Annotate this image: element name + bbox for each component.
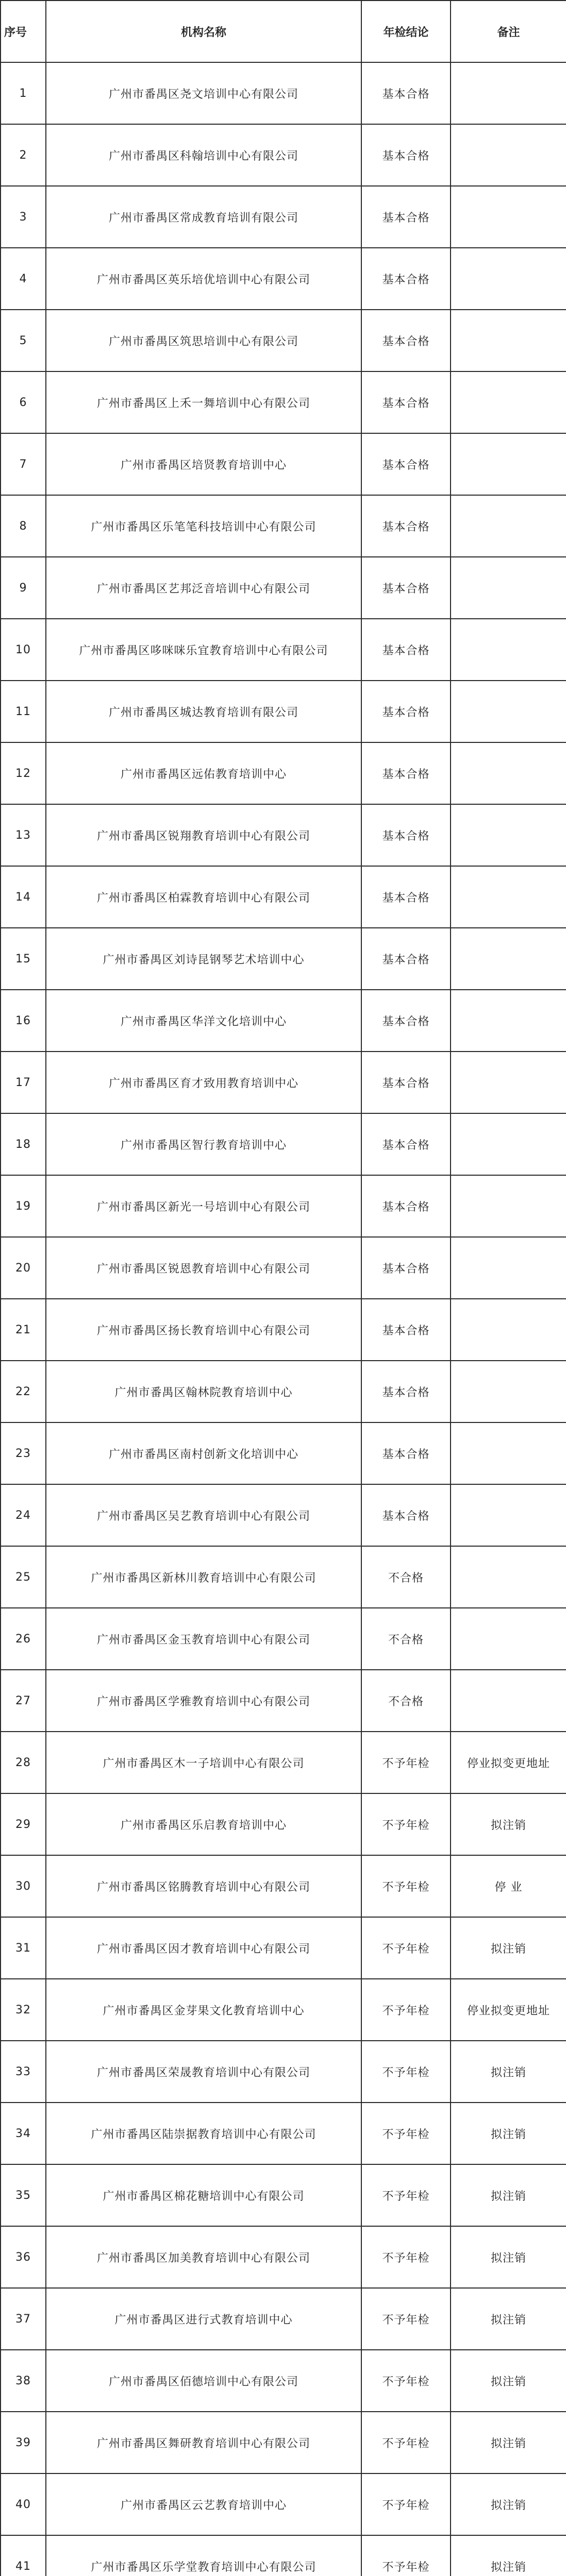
result-cell: 基本合格: [361, 124, 451, 186]
result-cell: 基本合格: [361, 1052, 451, 1113]
org-name-cell: 广州市番禺区刘诗昆钢琴艺术培训中心: [46, 928, 361, 990]
row-number-cell: 28: [1, 1732, 46, 1793]
result-cell: 基本合格: [361, 371, 451, 433]
table-row: [1, 804, 566, 866]
remark-cell: [451, 928, 566, 990]
org-name-cell: 广州市番禺区培贤教育培训中心: [46, 433, 361, 495]
result-cell: 不予年检: [361, 2164, 451, 2226]
table-row: [1, 186, 566, 248]
table-row: [1, 1113, 566, 1175]
org-name-cell: 广州市番禺区新林川教育培训中心有限公司: [46, 1546, 361, 1608]
org-name-cell: 广州市番禺区舞研教育培训中心有限公司: [46, 2412, 361, 2473]
result-cell: 基本合格: [361, 310, 451, 371]
table-row: [1, 2103, 566, 2164]
row-number-cell: 17: [1, 1052, 46, 1113]
org-name-cell: 广州市番禺区吴艺教育培训中心有限公司: [46, 1484, 361, 1546]
row-number-cell: 37: [1, 2288, 46, 2350]
row-number-cell: 18: [1, 1113, 46, 1175]
remark-cell: 拟注销: [451, 2041, 566, 2103]
row-number-cell: 12: [1, 742, 46, 804]
table-row: [1, 1175, 566, 1237]
remark-cell: [451, 1422, 566, 1484]
row-number-cell: 33: [1, 2041, 46, 2103]
result-cell: 不合格: [361, 1670, 451, 1732]
row-number-cell: 32: [1, 1979, 46, 2041]
table-row: [1, 742, 566, 804]
remark-cell: [451, 495, 566, 557]
org-name-cell: 广州市番禺区哆咪咪乐宜教育培训中心有限公司: [46, 619, 361, 681]
table-row: [1, 1484, 566, 1546]
remark-cell: [451, 990, 566, 1052]
table-row: [1, 1608, 566, 1670]
org-name-cell: 广州市番禺区扬长教育培训中心有限公司: [46, 1299, 361, 1361]
row-number-cell: 19: [1, 1175, 46, 1237]
header-org-name: 机构名称: [46, 1, 361, 62]
remark-cell: 拟注销: [451, 2350, 566, 2412]
table-row: [1, 1732, 566, 1793]
remark-cell: [451, 62, 566, 124]
org-name-cell: 广州市番禺区柏霖教育培训中心有限公司: [46, 866, 361, 928]
result-cell: 基本合格: [361, 619, 451, 681]
row-number-cell: 6: [1, 371, 46, 433]
row-number-cell: 38: [1, 2350, 46, 2412]
remark-cell: 停业拟变更地址: [451, 1979, 566, 2041]
remark-cell: 拟注销: [451, 2288, 566, 2350]
remark-cell: 停业拟变更地址: [451, 1732, 566, 1793]
row-number-cell: 9: [1, 557, 46, 619]
remark-cell: 拟注销: [451, 2164, 566, 2226]
remark-cell: 停 业: [451, 1855, 566, 1917]
result-cell: 不予年检: [361, 2288, 451, 2350]
table-row: [1, 2288, 566, 2350]
remark-cell: [451, 1608, 566, 1670]
row-number-cell: 13: [1, 804, 46, 866]
org-name-cell: 广州市番禺区育才致用教育培训中心: [46, 1052, 361, 1113]
org-name-cell: 广州市番禺区加美教育培训中心有限公司: [46, 2226, 361, 2288]
table-row: [1, 2473, 566, 2535]
remark-cell: [451, 866, 566, 928]
row-number-cell: 31: [1, 1917, 46, 1979]
remark-cell: [451, 619, 566, 681]
org-name-cell: 广州市番禺区锐翔教育培训中心有限公司: [46, 804, 361, 866]
remark-cell: 拟注销: [451, 2103, 566, 2164]
row-number-cell: 16: [1, 990, 46, 1052]
table-body: [1, 62, 566, 2576]
table-row: [1, 2226, 566, 2288]
org-name-cell: 广州市番禺区佰德培训中心有限公司: [46, 2350, 361, 2412]
org-name-cell: 广州市番禺区城达教育培训有限公司: [46, 681, 361, 742]
table-row: [1, 557, 566, 619]
row-number-cell: 21: [1, 1299, 46, 1361]
remark-cell: [451, 1299, 566, 1361]
org-name-cell: 广州市番禺区学雅教育培训中心有限公司: [46, 1670, 361, 1732]
result-cell: 基本合格: [361, 1299, 451, 1361]
remark-cell: [451, 186, 566, 248]
table-row: [1, 2412, 566, 2473]
table-row: [1, 62, 566, 124]
row-number-cell: 27: [1, 1670, 46, 1732]
remark-cell: [451, 1361, 566, 1422]
remark-cell: [451, 742, 566, 804]
result-cell: 不予年检: [361, 1979, 451, 2041]
org-name-cell: 广州市番禺区乐笔笔科技培训中心有限公司: [46, 495, 361, 557]
result-cell: 不予年检: [361, 1917, 451, 1979]
result-cell: 不予年检: [361, 2535, 451, 2576]
org-name-cell: 广州市番禺区荣晟教育培训中心有限公司: [46, 2041, 361, 2103]
remark-cell: 拟注销: [451, 1917, 566, 1979]
result-cell: 不合格: [361, 1608, 451, 1670]
result-cell: 基本合格: [361, 557, 451, 619]
org-name-cell: 广州市番禺区铭腾教育培训中心有限公司: [46, 1855, 361, 1917]
table-row: [1, 681, 566, 742]
header-row: [1, 1, 566, 62]
result-cell: 基本合格: [361, 742, 451, 804]
org-name-cell: 广州市番禺区南村创新文化培训中心: [46, 1422, 361, 1484]
row-number-cell: 2: [1, 124, 46, 186]
row-number-cell: 36: [1, 2226, 46, 2288]
header-seq: 序号: [1, 1, 46, 62]
result-cell: 不予年检: [361, 2350, 451, 2412]
org-name-cell: 广州市番禺区因才教育培训中心有限公司: [46, 1917, 361, 1979]
org-name-cell: 广州市番禺区智行教育培训中心: [46, 1113, 361, 1175]
org-name-cell: 广州市番禺区棉花糖培训中心有限公司: [46, 2164, 361, 2226]
row-number-cell: 39: [1, 2412, 46, 2473]
result-cell: 不予年检: [361, 1732, 451, 1793]
table-row: [1, 1855, 566, 1917]
remark-cell: 拟注销: [451, 1793, 566, 1855]
row-number-cell: 4: [1, 248, 46, 310]
org-name-cell: 广州市番禺区科翰培训中心有限公司: [46, 124, 361, 186]
row-number-cell: 1: [1, 62, 46, 124]
org-name-cell: 广州市番禺区新光一号培训中心有限公司: [46, 1175, 361, 1237]
table-row: [1, 495, 566, 557]
remark-cell: [451, 1670, 566, 1732]
row-number-cell: 24: [1, 1484, 46, 1546]
result-cell: 不予年检: [361, 2041, 451, 2103]
row-number-cell: 30: [1, 1855, 46, 1917]
result-cell: 基本合格: [361, 1484, 451, 1546]
result-cell: 不合格: [361, 1546, 451, 1608]
remark-cell: [451, 433, 566, 495]
remark-cell: 拟注销: [451, 2535, 566, 2576]
table-row: [1, 1979, 566, 2041]
org-name-cell: 广州市番禺区金玉教育培训中心有限公司: [46, 1608, 361, 1670]
table-row: [1, 1237, 566, 1299]
org-name-cell: 广州市番禺区筑思培训中心有限公司: [46, 310, 361, 371]
remark-cell: [451, 804, 566, 866]
table-row: [1, 1361, 566, 1422]
table-row: [1, 1422, 566, 1484]
table-row: [1, 310, 566, 371]
row-number-cell: 7: [1, 433, 46, 495]
result-cell: 基本合格: [361, 248, 451, 310]
result-cell: 不予年检: [361, 2226, 451, 2288]
result-cell: 基本合格: [361, 928, 451, 990]
header-result: 年检结论: [361, 1, 451, 62]
result-cell: 基本合格: [361, 1361, 451, 1422]
table-row: [1, 866, 566, 928]
table-row: [1, 1299, 566, 1361]
remark-cell: [451, 1237, 566, 1299]
table-header: [1, 1, 566, 62]
remark-cell: [451, 1484, 566, 1546]
row-number-cell: 14: [1, 866, 46, 928]
table-row: [1, 928, 566, 990]
table-row: [1, 2535, 566, 2576]
org-name-cell: 广州市番禺区上禾一舞培训中心有限公司: [46, 371, 361, 433]
table-row: [1, 1917, 566, 1979]
row-number-cell: 22: [1, 1361, 46, 1422]
org-name-cell: 广州市番禺区尧文培训中心有限公司: [46, 62, 361, 124]
result-cell: 基本合格: [361, 1175, 451, 1237]
org-name-cell: 广州市番禺区乐学堂教育培训中心有限公司: [46, 2535, 361, 2576]
table-row: [1, 1546, 566, 1608]
table-row: [1, 371, 566, 433]
row-number-cell: 20: [1, 1237, 46, 1299]
result-cell: 基本合格: [361, 804, 451, 866]
table-row: [1, 990, 566, 1052]
result-cell: 不予年检: [361, 2473, 451, 2535]
result-cell: 基本合格: [361, 866, 451, 928]
remark-cell: [451, 1175, 566, 1237]
remark-cell: [451, 1546, 566, 1608]
remark-cell: [451, 681, 566, 742]
row-number-cell: 10: [1, 619, 46, 681]
result-cell: 基本合格: [361, 1113, 451, 1175]
remark-cell: [451, 248, 566, 310]
row-number-cell: 40: [1, 2473, 46, 2535]
row-number-cell: 11: [1, 681, 46, 742]
header-remark: 备注: [451, 1, 566, 62]
row-number-cell: 29: [1, 1793, 46, 1855]
org-name-cell: 广州市番禺区华洋文化培训中心: [46, 990, 361, 1052]
org-name-cell: 广州市番禺区艺邦泛音培训中心有限公司: [46, 557, 361, 619]
remark-cell: 拟注销: [451, 2412, 566, 2473]
table-row: [1, 248, 566, 310]
remark-cell: [451, 1052, 566, 1113]
org-name-cell: 广州市番禺区木一子培训中心有限公司: [46, 1732, 361, 1793]
result-cell: 基本合格: [361, 495, 451, 557]
result-cell: 不予年检: [361, 2412, 451, 2473]
row-number-cell: 34: [1, 2103, 46, 2164]
result-cell: 不予年检: [361, 2103, 451, 2164]
row-number-cell: 41: [1, 2535, 46, 2576]
remark-cell: [451, 371, 566, 433]
table-row: [1, 124, 566, 186]
table-row: [1, 1670, 566, 1732]
remark-cell: 拟注销: [451, 2473, 566, 2535]
org-name-cell: 广州市番禺区陆崇据教育培训中心有限公司: [46, 2103, 361, 2164]
row-number-cell: 5: [1, 310, 46, 371]
table-row: [1, 1052, 566, 1113]
row-number-cell: 35: [1, 2164, 46, 2226]
remark-cell: [451, 557, 566, 619]
row-number-cell: 3: [1, 186, 46, 248]
org-name-cell: 广州市番禺区英乐培优培训中心有限公司: [46, 248, 361, 310]
org-name-cell: 广州市番禺区翰林院教育培训中心: [46, 1361, 361, 1422]
remark-cell: [451, 1113, 566, 1175]
result-cell: 不予年检: [361, 1855, 451, 1917]
remark-cell: [451, 310, 566, 371]
org-name-cell: 广州市番禺区进行式教育培训中心: [46, 2288, 361, 2350]
result-cell: 基本合格: [361, 1237, 451, 1299]
table-row: [1, 2350, 566, 2412]
org-name-cell: 广州市番禺区乐启教育培训中心: [46, 1793, 361, 1855]
row-number-cell: 15: [1, 928, 46, 990]
result-cell: 基本合格: [361, 186, 451, 248]
table-row: [1, 2041, 566, 2103]
result-cell: 不予年检: [361, 1793, 451, 1855]
org-name-cell: 广州市番禺区常成教育培训有限公司: [46, 186, 361, 248]
result-cell: 基本合格: [361, 681, 451, 742]
table-row: [1, 1793, 566, 1855]
org-name-cell: 广州市番禺区云艺教育培训中心: [46, 2473, 361, 2535]
org-name-cell: 广州市番禺区远佑教育培训中心: [46, 742, 361, 804]
result-cell: 基本合格: [361, 1422, 451, 1484]
table-row: [1, 433, 566, 495]
org-name-cell: 广州市番禺区锐恩教育培训中心有限公司: [46, 1237, 361, 1299]
row-number-cell: 8: [1, 495, 46, 557]
table-row: [1, 619, 566, 681]
row-number-cell: 25: [1, 1546, 46, 1608]
result-cell: 基本合格: [361, 990, 451, 1052]
row-number-cell: 23: [1, 1422, 46, 1484]
result-cell: 基本合格: [361, 433, 451, 495]
result-cell: 基本合格: [361, 62, 451, 124]
remark-cell: 拟注销: [451, 2226, 566, 2288]
table-row: [1, 2164, 566, 2226]
remark-cell: [451, 124, 566, 186]
org-name-cell: 广州市番禺区金芽果文化教育培训中心: [46, 1979, 361, 2041]
row-number-cell: 26: [1, 1608, 46, 1670]
